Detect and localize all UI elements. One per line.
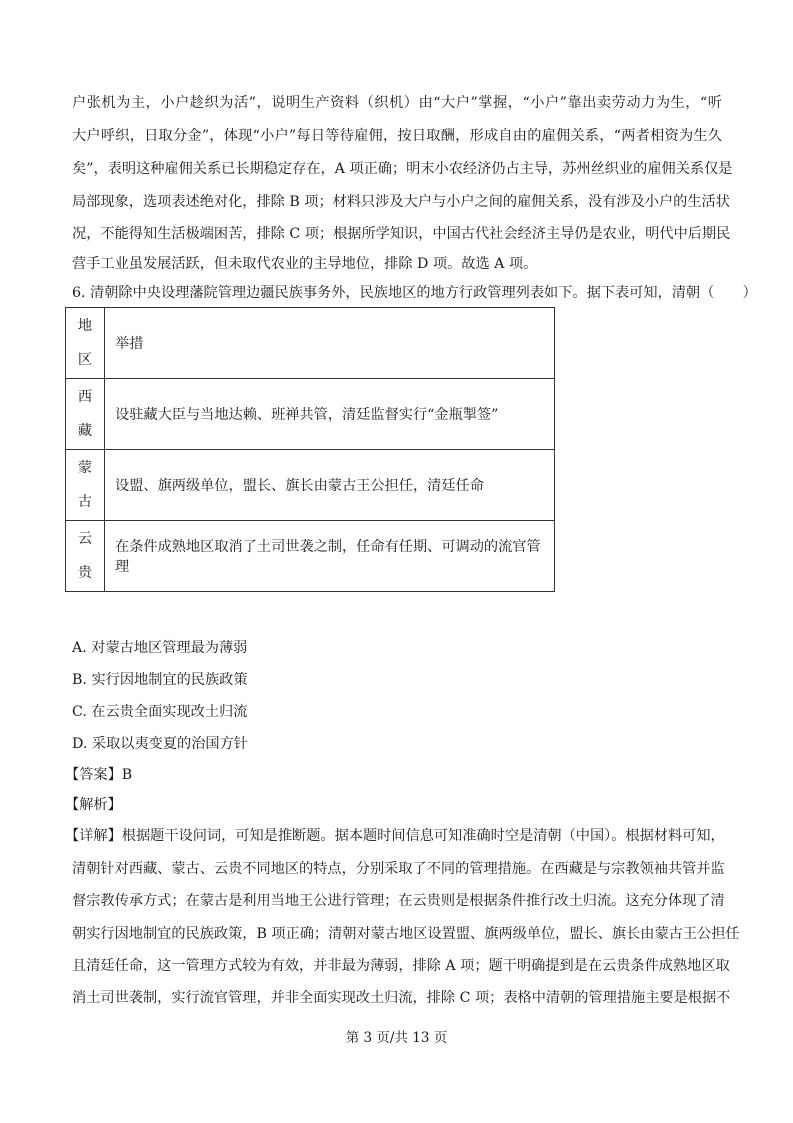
option-b: B. 实行因地制宜的民族政策 [72,672,248,688]
table-row-region [66,450,105,521]
table-row-region-char: 贵 [77,565,93,581]
option-d: D. 采取以夷变夏的治国方针 [72,736,248,752]
table-row-region-char: 古 [77,494,93,510]
option-c: C. 在云贵全面实现改土归流 [72,704,248,720]
prev-explanation-line-1: 户张机为主，小户趁织为活”，说明生产资料（织机）由“大户”掌握，“小户”靠出卖劳动力为生，“听 [72,95,722,111]
table-row [66,379,555,450]
table-header-measure: 举措 [105,308,555,379]
table-header-row [66,308,555,379]
detail-line-2: 清朝针对西藏、蒙古、云贵不同地区的特点，分别采取了不同的管理措施。在西藏是与宗教领袖共管并监 [72,861,725,877]
detail-line-1: 【详解】根据题干设问词，可知是推断题。据本题时间信息可知准确时空是清朝（中国）。根据材料可知， [65,828,725,844]
prev-explanation-line-5: 况，不能得知生活极端困苦，排除 C 项；根据所学知识，中国古代社会经济主导仍是农业，明代中后期民 [72,226,731,242]
table-row [66,521,555,592]
table-row-region-char: 蒙 [77,460,93,476]
prev-explanation-line-3: 矣”，表明这种雇佣关系已长期稳定存在，A 项正确；明末小农经济仍占主导，苏州丝织业的雇佣关系仅是 [72,161,733,177]
prev-explanation-line-6: 营手工业虽发展活跃，但未取代农业的主导地位，排除 D 项。故选 A 项。 [72,256,538,272]
page-footer: 第 3 页/共 13 页 [345,1030,448,1046]
table-row-measure: 在条件成熟地区取消了土司世袭之制，任命有任期、可调动的流官管理 [105,521,555,592]
detail-line-6: 消土司世袭制，实行流官管理，并非全面实现改土归流，排除 C 项；表格中清朝的管理措施主要是根据不 [72,990,731,1006]
table-header-region-char: 地 [77,318,93,334]
answer-label: 【答案】B [65,767,133,783]
table-row-region-char: 西 [77,389,93,405]
table-row-region [66,521,105,592]
option-a: A. 对蒙古地区管理最为薄弱 [72,640,248,656]
detail-line-5: 且清廷任命，这一管理方式较为有效，并非最为薄弱，排除 A 项；题干明确提到是在云贵条件成熟地区取 [72,958,730,974]
prev-explanation-line-4: 局部现象，选项表述绝对化，排除 B 项；材料只涉及大户与小户之间的雇佣关系，没有涉及小户的生活状 [72,194,730,210]
table-row-measure: 设驻藏大臣与当地达赖、班禅共管，清廷监督实行“金瓶掣签” [105,379,555,450]
region-measures-table [65,307,555,592]
detail-line-3: 督宗教传承方式；在蒙古是利用当地王公进行管理；在云贵则是根据条件推行改土归流。这充分体现了清 [72,893,725,909]
detail-line-4: 朝实行因地制宜的民族政策，B 项正确；清朝对蒙古地区设置盟、旗两级单位，盟长、旗长由蒙古王公担任 [72,926,740,942]
prev-explanation-line-2: 大户呼织，日取分金”，体现“小户”每日等待雇佣，按日取酬，形成自由的雇佣关系，“两者相资为生久 [72,128,722,144]
table-header-region [66,308,105,379]
question-stem: 6. 清朝除中央设理藩院管理边疆民族事务外，民族地区的地方行政管理列表如下。据下表可知，清朝（ ） [72,285,757,301]
table-row-region-char: 藏 [77,423,93,439]
table-row-measure: 设盟、旗两级单位，盟长、旗长由蒙古王公担任，清廷任命 [105,450,555,521]
analysis-label: 【解析】 [65,797,122,813]
table-row-region [66,379,105,450]
table-header-region-char: 区 [77,352,93,368]
table-row [66,450,555,521]
table-row-region-char: 云 [77,531,93,547]
